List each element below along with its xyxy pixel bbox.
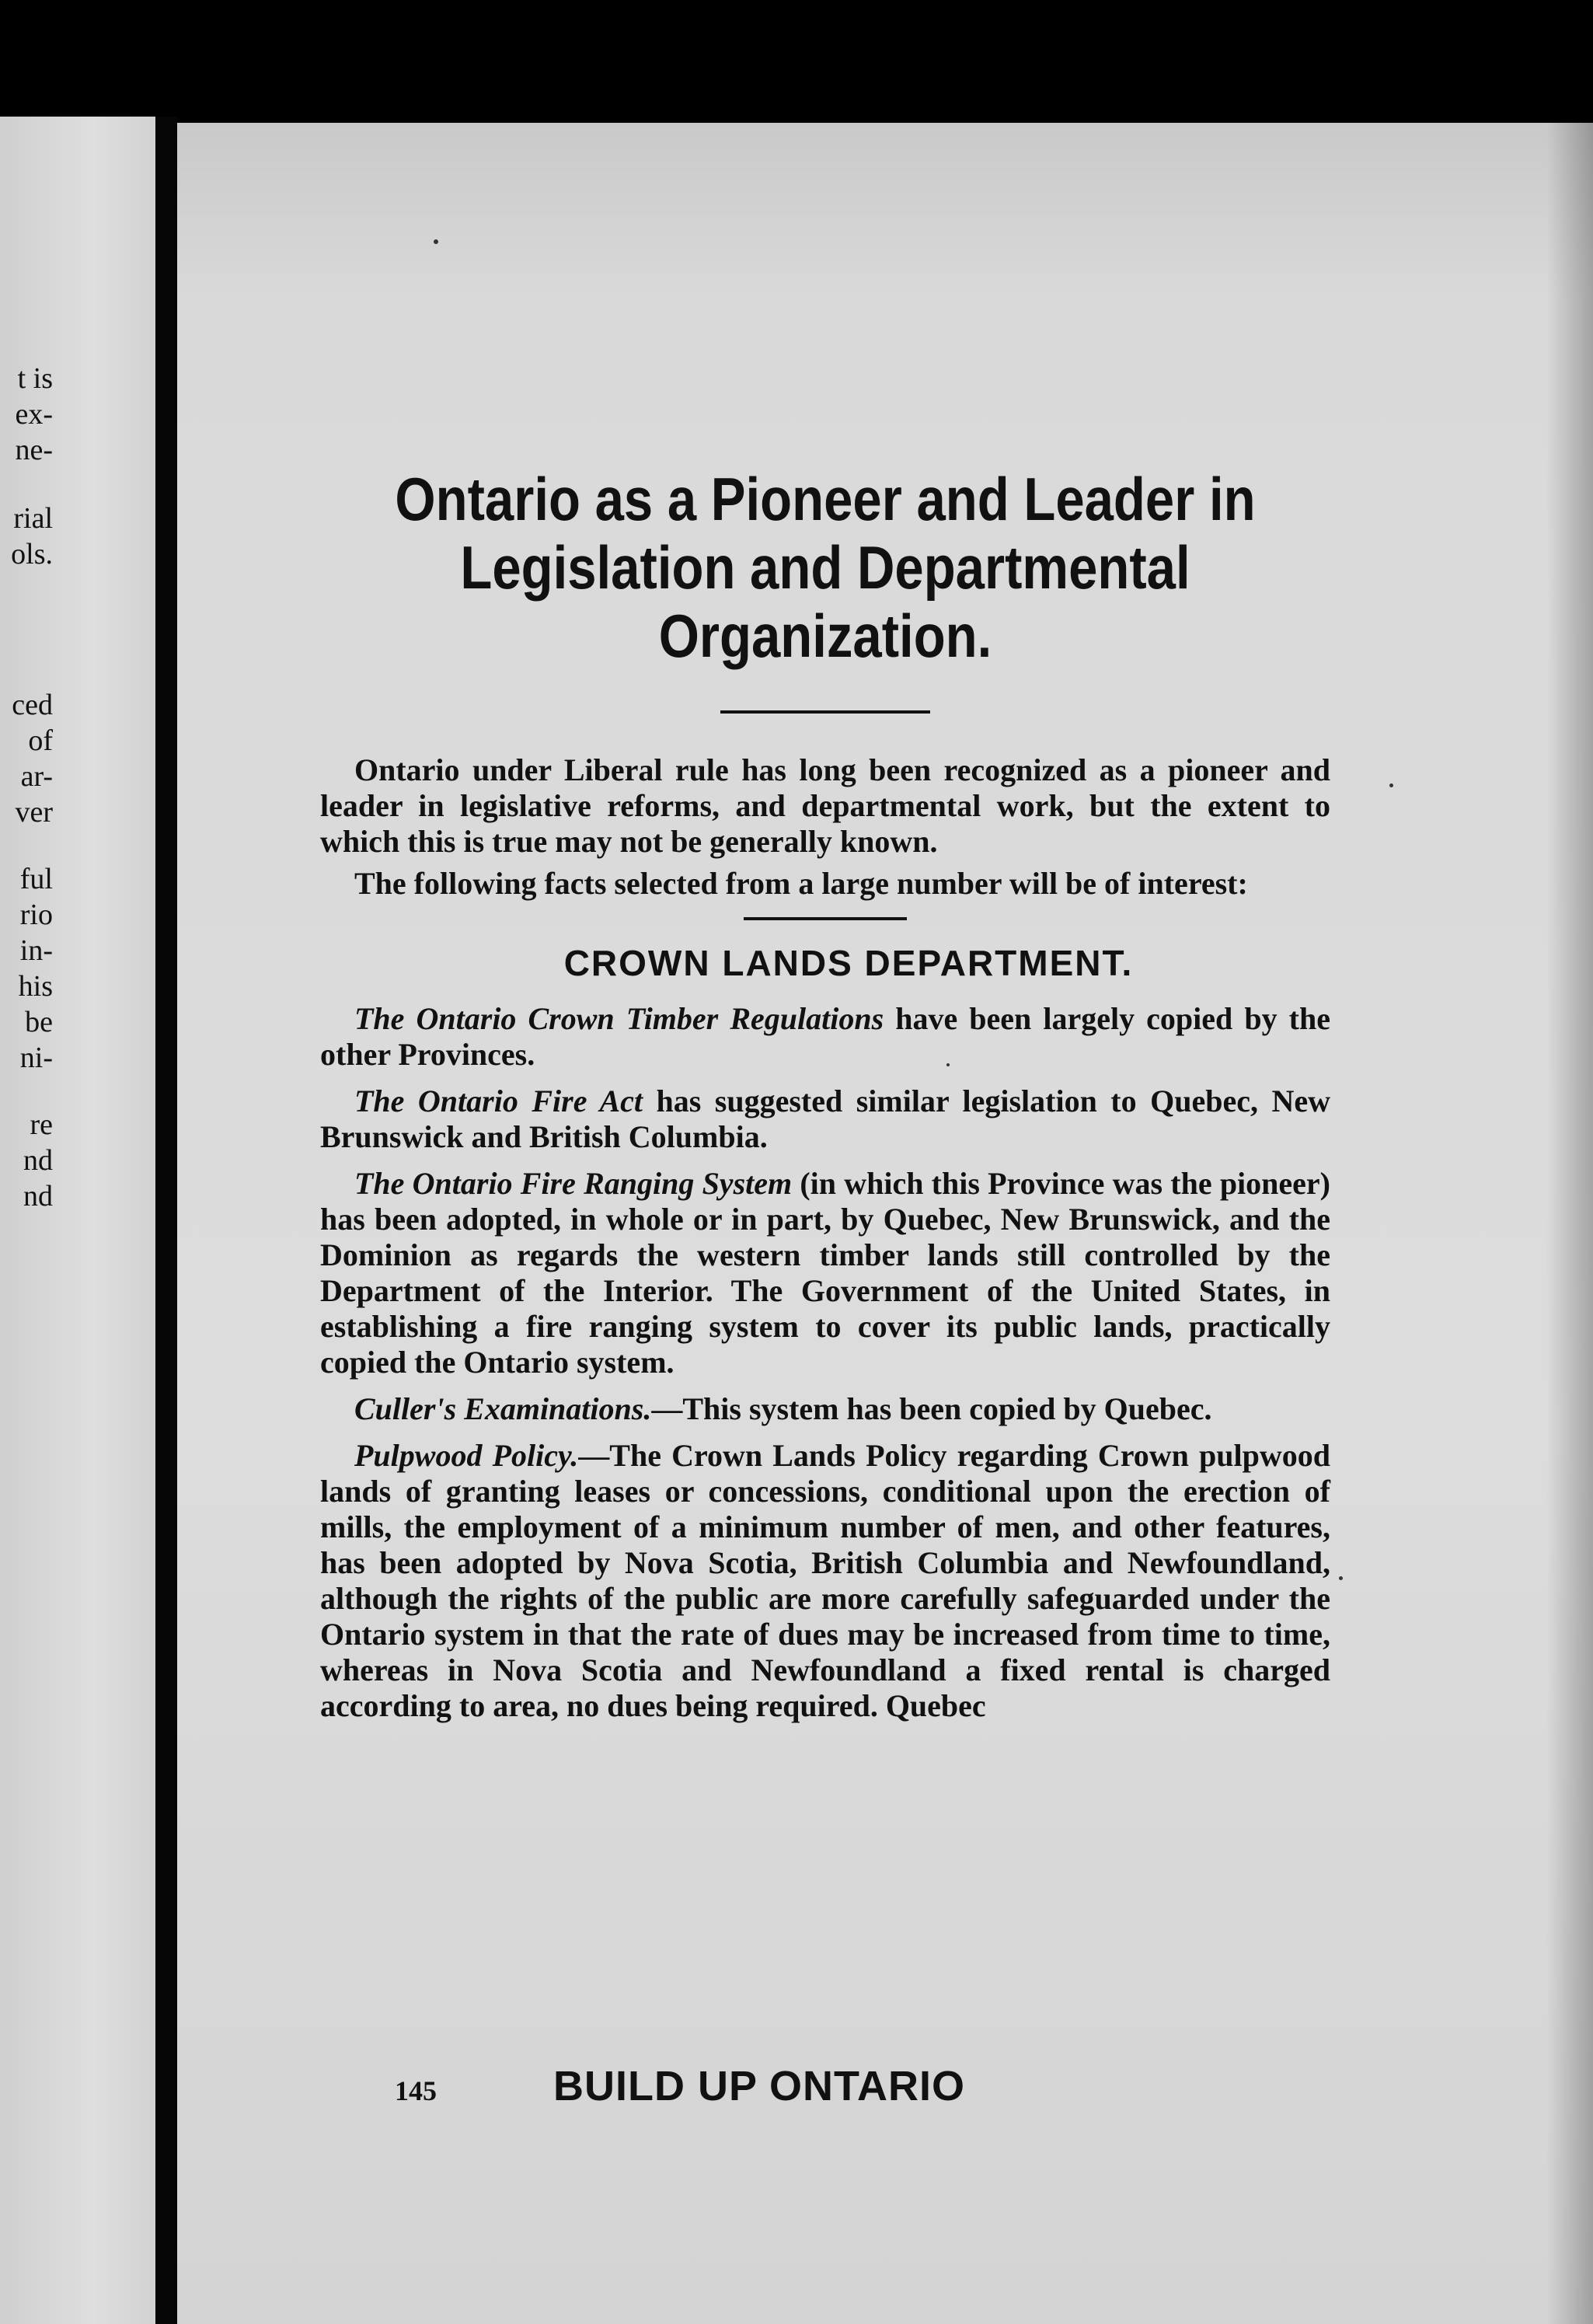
paragraph-text: —The Crown Lands Policy regarding Crown pulpwood lands of granting leases or concessions, conditional upon the erection of mills, the employment of a minimum number of men, and other features, has been adopted by Nova Scotia, British Columbia and Newfoundland, although the rights of the public are more carefully safeguarded under the Ontario system in that the rate of dues may be increased from time to time, whereas in Nova Scotia and Newfoundland a fixed rental is charged according to area, no dues being required. Quebec <box>320 1438 1331 1723</box>
paragraph-lead: Culler's Examinations. <box>354 1391 652 1426</box>
title-rule <box>720 710 930 714</box>
left-fragment: ols. <box>11 538 53 571</box>
paragraph-crown-timber <box>320 1001 1330 1073</box>
left-fragment: of <box>28 724 53 757</box>
left-fragment: his <box>18 970 53 1003</box>
left-fragment: in- <box>19 934 53 967</box>
left-fragment: re <box>30 1108 53 1141</box>
left-fragment: be <box>25 1006 53 1038</box>
paragraph-text: —This system has been copied by Quebec. <box>651 1391 1212 1426</box>
paper-speck <box>1389 783 1393 787</box>
page-number: 145 <box>395 2075 437 2106</box>
paper-speck <box>434 239 438 244</box>
left-page-edge <box>0 117 155 2324</box>
intro-paragraph: Ontario under Liberal rule has long been recognized as a pioneer and leader in legislative reforms, and departmental work, but the extent to which this is true may not be generally known. <box>320 752 1330 859</box>
paper-speck <box>1339 1576 1343 1580</box>
left-fragment: ced <box>12 689 53 721</box>
section-heading: CROWN LANDS DEPARTMENT. <box>563 943 1134 983</box>
left-fragment: nd <box>23 1180 53 1213</box>
intro-paragraph: The following facts selected from a large number will be of interest: <box>354 866 1248 901</box>
left-fragment: rial <box>13 502 53 535</box>
paragraph-lead: The Ontario Fire Ranging System <box>354 1166 793 1201</box>
book-gutter <box>155 117 177 2324</box>
document-page <box>177 123 1593 2324</box>
paragraph-text: has suggested similar legislation to Quebec, New Brunswick and British Columbia. <box>320 1083 1330 1154</box>
section-rule <box>744 917 907 920</box>
paragraph-fire-act <box>320 1083 1330 1155</box>
left-fragment: ver <box>15 796 53 829</box>
paragraph-pulpwood <box>320 1438 1330 1724</box>
paragraph-lead: The Ontario Fire Act <box>354 1083 643 1118</box>
left-fragment: ne- <box>15 434 53 466</box>
left-fragment: rio <box>19 899 53 931</box>
footer-slogan: BUILD UP ONTARIO <box>553 2063 966 2109</box>
article <box>320 465 1330 1735</box>
paragraph-text: have been largely copied by the other Provinces. <box>320 1001 1331 1072</box>
left-fragment: ex- <box>15 398 53 431</box>
left-fragment: ful <box>19 863 53 895</box>
paragraph-cullers <box>320 1391 1330 1427</box>
left-fragment: ni- <box>19 1042 53 1074</box>
left-fragment: ar- <box>20 760 53 793</box>
page-footer <box>395 2062 1327 2110</box>
left-fragment: t is <box>17 362 53 395</box>
paragraph-lead: The Ontario Crown Timber Regulations <box>354 1001 884 1036</box>
paragraph-fire-ranging <box>320 1166 1330 1380</box>
article-title: Ontario as a Pioneer and Leader in Legislation and Departmental Organization. <box>395 465 1256 670</box>
paragraph-lead: Pulpwood Policy. <box>354 1438 579 1473</box>
left-fragment: nd <box>23 1144 53 1177</box>
paragraph-text: (in which this Province was the pioneer) has been adopted, in whole or in part, by Quebec, New Brunswick, and the Dominion as regards the western timber lands still controlled by the Department of the Interior. The Government of the United States, in establishing a fire ranging system to cover its public lands, practically copied the Ontario system. <box>320 1166 1331 1380</box>
